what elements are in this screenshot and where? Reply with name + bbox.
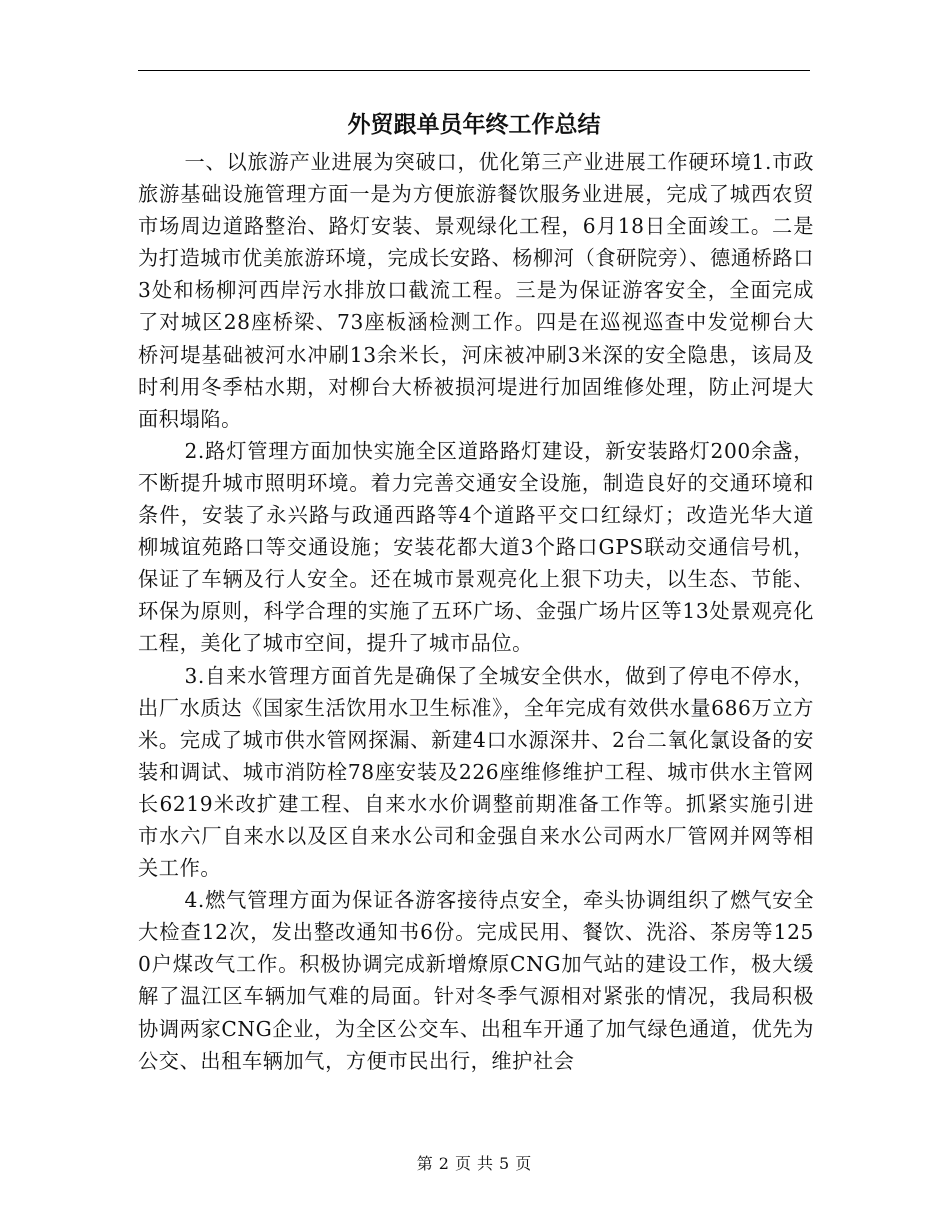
paragraph-1: 一、以旅游产业进展为突破口，优化第三产业进展工作硬环境1.市政旅游基础设施管理方面一是为方便旅游餐饮服务业进展，完成了城西农贸市场周边道路整治、路灯安装、景观绿化工程，6月18日全面竣工。二是为打造城市优美旅游环境，完成长安路、杨柳河（食研院旁）、德通桥路口3处和杨柳河西岸污水排放口截流工程。三是为保证游客安全，全面完成了对城区28座桥梁、73座板涵检测工作。四是在巡视巡查中发觉柳台大桥河堤基础被河水冲刷13余米长，河床被冲刷3米深的安全隐患，该局及时利用冬季枯水期，对柳台大桥被损河堤进行加固维修处理，防止河堤大面积塌陷。: [138, 150, 814, 431]
footer-total-pages: 5: [499, 1154, 512, 1173]
footer-page-prefix: 第: [416, 1154, 435, 1173]
document-title: 外贸跟单员年终工作总结: [347, 112, 601, 138]
paragraph-4: 4.燃气管理方面为保证各游客接待点安全，牵头协调组织了燃气安全大检查12次，发出整改通知书6份。完成民用、餐饮、洗浴、茶房等1250户煤改气工作。积极协调完成新增燎原CNG加气站的建设工作，极大缓解了温江区车辆加气难的局面。针对冬季气源相对紧张的情况，我局积极协调两家CNG企业，为全区公交车、出租车开通了加气绿色通道，优先为公交、出租车辆加气，方便市民出行，维护社会: [138, 888, 814, 1073]
footer-page-number: 2: [438, 1154, 451, 1173]
footer-page-unit: 页: [454, 1154, 473, 1173]
document-body: [138, 146, 814, 1077]
page-footer: [0, 1152, 950, 1176]
footer-total-prefix: 共: [477, 1154, 496, 1173]
footer-total-unit: 页: [515, 1154, 534, 1173]
header-rule: [138, 70, 810, 71]
paragraph-2: 2.路灯管理方面加快实施全区道路路灯建设，新安装路灯200余盏，不断提升城市照明环境。着力完善交通安全设施，制造良好的交通环境和条件，安装了永兴路与政通西路等4个道路平交口红绿灯；改造光华大道柳城谊苑路口等交通设施；安装花都大道3个路口GPS联动交通信号机，保证了车辆及行人安全。还在城市景观亮化上狠下功夫，以生态、节能、环保为原则，科学合理的实施了五环广场、金强广场片区等13处景观亮化工程，美化了城市空间，提升了城市品位。: [138, 438, 814, 656]
paragraph-3: 3.自来水管理方面首先是确保了全城安全供水，做到了停电不停水，出厂水质达《国家生活饮用水卫生标准》，全年完成有效供水量686万立方米。完成了城市供水管网探漏、新建4口水源深井、2台二氧化氯设备的安装和调试、城市消防栓78座安装及226座维修维护工程、城市供水主管网长6219米改扩建工程、自来水水价调整前期准备工作等。抓紧实施引进市水六厂自来水以及区自来水公司和金强自来水公司两水厂管网并网等相关工作。: [138, 663, 814, 881]
